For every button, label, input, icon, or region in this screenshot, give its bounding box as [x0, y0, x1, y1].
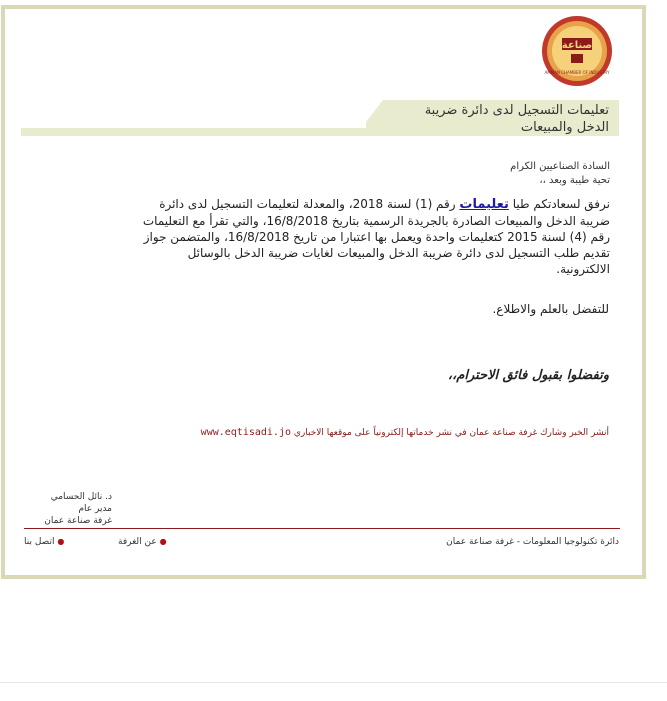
footer-department: دائرة تكنولوجيا المعلومات - غرفة صناعة عمان — [446, 537, 619, 547]
footer-divider — [24, 528, 620, 529]
bullet-icon: ● — [159, 537, 167, 546]
svg-text:صناعة: صناعة — [561, 40, 593, 51]
body-rest: رقم (1) لسنة 2018، والمعدلة لتعليمات التسجيل لدى دائرة ضريبة الدخل والمبيعات الصادرة بالجريدة الرسمية بتاريخ 16/8/2018، والتي تقرأ مع التعليمات رقم (4) لسنة 2015 كتعليمات واحدة ويعمل بها اعتبارا من تاريخ 16/8/2018، والمتضمن جواز تقديم طلب التسجيل لدى دائرة ضريبة الدخل والمبيعات لغايات ضريبة الدخل بالوسائل الالكترونية. — [142, 197, 610, 276]
title-line-2: الدخل والمبيعات — [520, 120, 609, 135]
salutation-line-1: السادة الصناعيين الكرام — [510, 161, 610, 172]
share-line — [201, 427, 609, 438]
share-site-link[interactable]: www.eqtisadi.jo — [200, 427, 291, 438]
footer-about-label: عن الغرفة — [118, 537, 157, 547]
footer-contact-link[interactable] — [24, 537, 64, 547]
closing-line: وتفضلوا بقبول فائق الاحترام،، — [447, 368, 609, 383]
info-line: للتفضل بالعلم والاطلاع. — [492, 302, 609, 316]
body-intro: نرفق لسعادتكم طيا — [512, 197, 610, 211]
svg-text:AMMAN CHAMBER OF INDUSTRY: AMMAN CHAMBER OF INDUSTRY — [544, 70, 610, 75]
page-bottom-divider — [0, 682, 667, 683]
signature-name: د. نائل الحسامي — [50, 492, 112, 502]
salutation — [510, 160, 610, 188]
signature-role: مدير عام — [78, 504, 112, 514]
chamber-logo — [540, 14, 614, 88]
signature-org: غرفة صناعة عمان — [44, 516, 112, 526]
signature — [24, 491, 112, 527]
salutation-line-2: تحية طيبة وبعد ،، — [539, 175, 610, 186]
title-line-1: تعليمات التسجيل لدى دائرة ضريبة — [424, 103, 609, 118]
title-band — [21, 100, 619, 136]
body-paragraph — [140, 196, 610, 277]
instructions-link[interactable]: تعليمات — [459, 197, 509, 212]
share-text: أنشر الخبر وشارك غرفة صناعة عمان في نشر خدماتها إلكترونياً على موقعها الاخباري — [293, 428, 609, 438]
page-title — [349, 102, 609, 136]
footer-about-link[interactable] — [118, 537, 167, 547]
footer-contact-label: اتصل بنا — [24, 537, 55, 547]
bullet-icon: ● — [57, 537, 65, 546]
